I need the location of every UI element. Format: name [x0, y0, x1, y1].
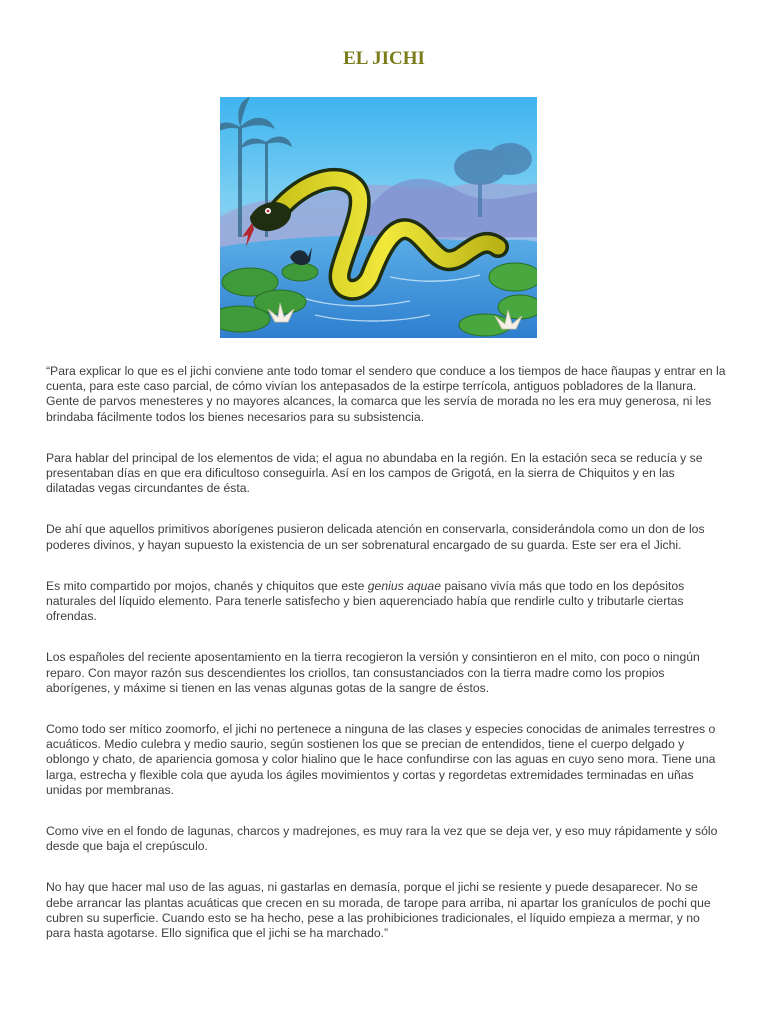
- paragraph-5: Los españoles del reciente aposentamiento en la tierra recogieron la versión y consintieron en el mito, con poco o ningún reparo. Con mayor razón sus descendientes los criollos, tan consustanciados con la tierra madre como los propios aborígenes, y máxime si tienen en las venas algunas gotas de la sangre de éstos.: [46, 650, 700, 695]
- page-title: EL JICHI: [343, 48, 425, 69]
- paragraph-4-text-after: paisano vivía más que todo en los depósitos naturales del líquido elemento. Para tenerle satisfecho y bien aquerenciado había que rendirle culto y tributarle ciertas ofrendas.: [46, 578, 685, 624]
- paragraph-4: [46, 579, 726, 625]
- paragraph-6: Como todo ser mítico zoomorfo, el jichi no pertenece a ninguna de las clases y especies conocidas de animales terrestres o acuáticos. Medio culebra y medio saurio, según sostienen los que se precian de entendidos, tiene el cuerpo delgado y oblongo y chato, de apariencia gomosa y color hialino que le hace confundirse con las aguas en cuyo seno mora. Tiene una larga, estrecha y flexible cola que ayuda los ágiles movimientos y cortas y regordetas extremidades terminadas en uñas unidas por membranas.: [46, 722, 716, 797]
- jichi-serpent-image: [220, 97, 537, 338]
- jichi-illustration: [220, 97, 537, 338]
- article-body: [46, 364, 726, 967]
- paragraph-2: Para hablar del principal de los elementos de vida; el agua no abundaba en la región. En la estación seca se reducía y se presentaban días en que era dificultoso conseguirla. Así en los campos de Grigotá, en la sierra de Chiquitos y en las dilatadas vegas circundantes de ésta.: [46, 450, 703, 496]
- paragraph-1: “Para explicar lo que es el jichi conviene ante todo tomar el sendero que conduce a los tiempos de hace ñaupas y entrar en la cuenta, para este caso parcial, de cómo vivían los antepasados de la estirpe terrícola, antiguos pobladores de la llanura. Gente de parvos menesteres y no mayores alcances, la comarca que les servía de morada no les era muy generosa, ni les brindaba fácilmente todos los bienes necesarios para su subsistencia.: [46, 364, 726, 424]
- paragraph-3: De ahí que aquellos primitivos aborígenes pusieron delicada atención en conservarla, considerándola como un don de los poderes divinos, y hayan supuesto la existencia de un ser sobrenatural encargado de su guarda. Este ser era el Jichi.: [46, 522, 705, 552]
- paragraph-4-emphasis: genius aquae: [367, 578, 441, 593]
- paragraph-7: Como vive en el fondo de lagunas, charcos y madrejones, es muy rara la vez que se deja ver, y eso muy rápidamente y sólo desde que baja el crepúsculo.: [46, 824, 718, 854]
- paragraph-8: No hay que hacer mal uso de las aguas, ni gastarlas en demasía, porque el jichi se resiente y puede desaparecer. No se debe arrancar las plantas acuáticas que crecen en su morada, de tarope para arriba, ni apartar los granículos de pochi que cubren su superficie. Cuando esto se ha hecho, pese a las prohibiciones tradicionales, el líquido empieza a mermar, y no para hasta agotarse. Ello significa que el jichi se ha marchado.”: [46, 880, 711, 941]
- paragraph-4-text-before: Es mito compartido por mojos, chanés y chiquitos que este: [46, 578, 368, 593]
